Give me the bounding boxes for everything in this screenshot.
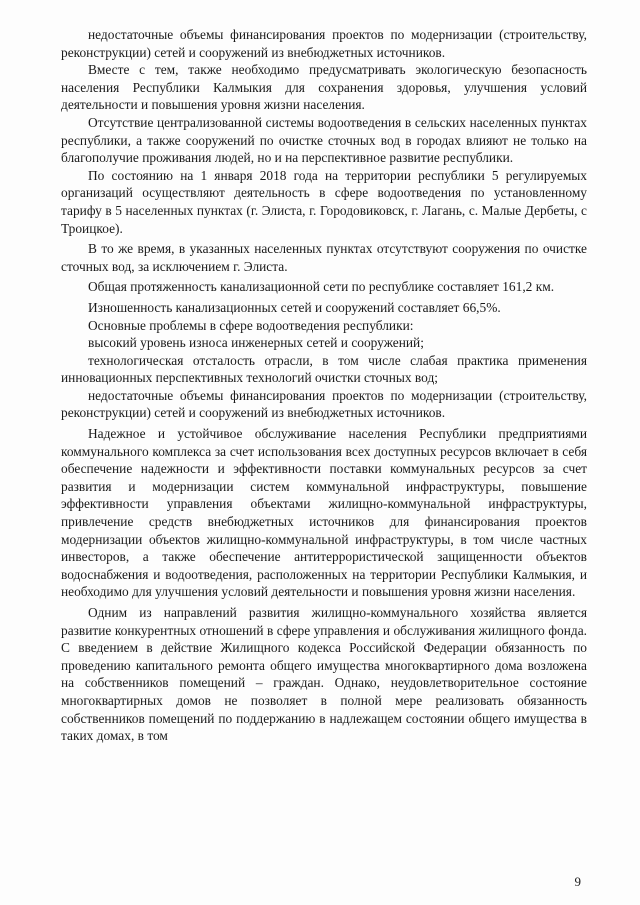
list-item: недостаточные объемы финансирования проектов по модернизации (строительству, реконструкции) сетей и сооружений из внебюджетных источников.: [61, 387, 587, 421]
paragraph: Надежное и устойчивое обслуживание населения Республики предприятиями коммунального комплекса за счет использования всех доступных ресурсов включает в себя обеспечение надежности и эффективности поставки коммунальных ресурсов за счет развития и модернизации систем коммунальной инфраструктуры, повышение эффективности управления объектами жилищно-коммунальной инфраструктуры, привлечение средств внебюджетных источников для финансирования проектов модернизации объектов жилищно-коммунальной инфраструктуры, в том числе частных инвесторов, а также обеспечение антитеррористической защищенности объектов водоснабжения и водоотведения, расположенных на территории Республики Калмыкия, и необходимо для улучшения условий деятельности и повышения уровня жизни населения.: [61, 426, 587, 600]
page-number: 9: [574, 874, 581, 889]
paragraph: Общая протяженность канализационной сети по республике составляет 161,2 км.: [88, 279, 555, 295]
paragraph: Отсутствие централизованной системы водоотведения в сельских населенных пунктах республики, а также сооружений по очистке сточных вод в городах влияют не только на благополучие проживания людей, но и на перспективное развитие республики.: [61, 114, 587, 166]
paragraph: недостаточные объемы финансирования проектов по модернизации (строительству, реконструкции) сетей и сооружений из внебюджетных источников.: [61, 27, 587, 60]
paragraph: Изношенность канализационных сетей и сооружений составляет 66,5%.: [88, 299, 501, 315]
list-item: высокий уровень износа инженерных сетей и сооружений;: [88, 335, 424, 351]
paragraph: По состоянию на 1 января 2018 года на территории республики 5 регулируемых организаций осуществляют деятельность в сфере водоотведения по установленному тарифу в 5 населенных пунктах (г. Элиста, г. Городовиковск, г. Лагань, с. Малые Дербеты, с Троицкое).: [61, 167, 587, 236]
paragraph: Одним из направлений развития жилищно-коммунального хозяйства является развитие конкурентных отношений в сфере управления и обслуживания жилищного фонда. С введением в действие Жилищного кодекса Российской Федерации обязанность по проведению капитального ремонта общего имущества многоквартирного дома возложена на собственников помещений – граждан. Однако, неудовлетворительное состояние многоквартирных домов не позволяет в полной мере реализовать обязанность собственников помещений по поддержанию в надлежащем состоянии общего имущества в таких домах, в том: [61, 605, 587, 744]
paragraph: В то же время, в указанных населенных пунктах отсутствуют сооружения по очистке сточных вод, за исключением г. Элиста.: [61, 241, 587, 274]
list-item: технологическая отсталость отрасли, в том числе слабая практика применения инновационных перспективных технологий очистки сточных вод;: [61, 352, 587, 386]
paragraph: Вместе с тем, также необходимо предусматривать экологическую безопасность населения Республики Калмыкия для сохранения здоровья, улучшения условий деятельности и повышения уровня жизни населения.: [61, 62, 587, 113]
paragraph: Основные проблемы в сфере водоотведения республики:: [88, 317, 414, 333]
document-body: [61, 26, 587, 745]
